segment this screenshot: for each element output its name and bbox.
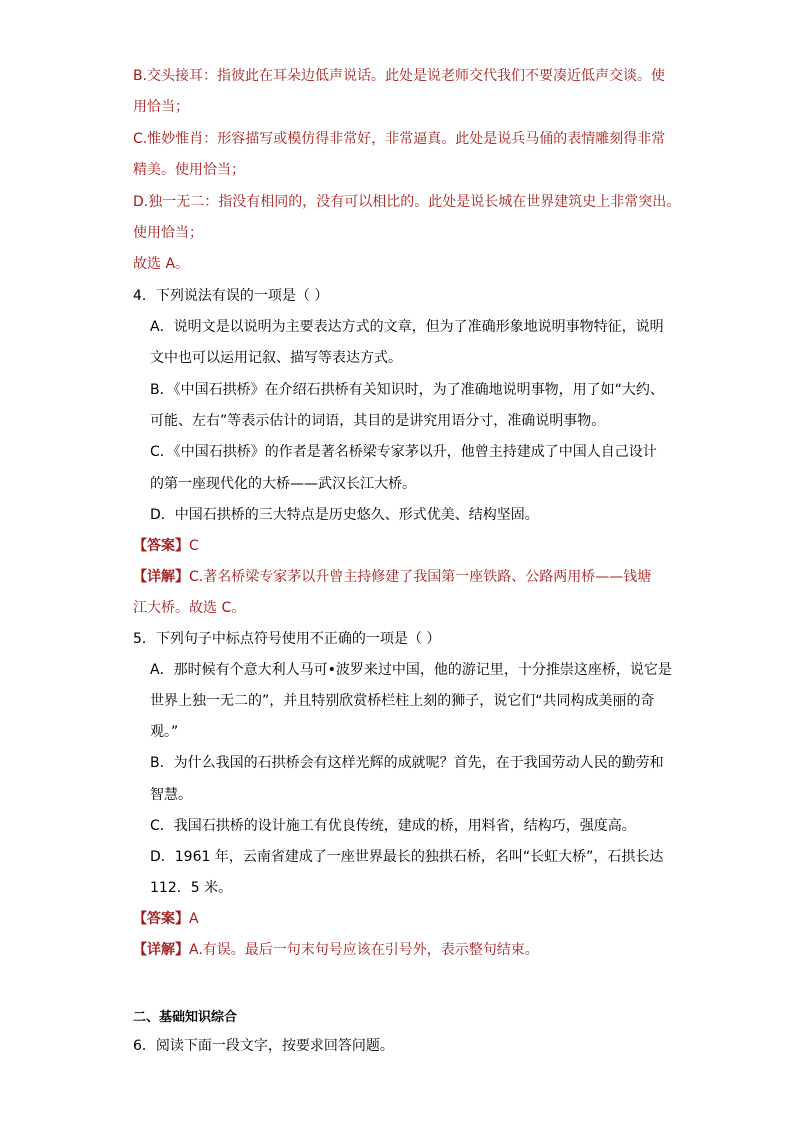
- explanation-line: B.交头接耳：指彼此在耳朵边低声说话。此处是说老师交代我们不要凑近低声交谈。使: [133, 68, 666, 84]
- question-4-option: 的第一座现代化的大桥——武汉长江大桥。: [150, 476, 416, 492]
- question-5-option: 112．5 米。: [150, 880, 233, 896]
- answer-value: C: [189, 538, 199, 554]
- explanation-line: 使用恰当；: [133, 225, 203, 241]
- question-5-option: C．我国石拱桥的设计施工有优良传统，建成的桥，用料省，结构巧，强度高。: [150, 818, 636, 834]
- question-4-detail-line: 江大桥。故选 C。: [133, 600, 246, 616]
- question-5-option: A．那时候有个意大利人马可•波罗来过中国，他的游记里，十分推崇这座桥，说它是: [150, 662, 672, 678]
- answer-tag: 【答案】: [133, 911, 189, 927]
- question-5-option: D．1961 年，云南省建成了一座世界最长的独拱石桥，名叫“长虹大桥”，石拱长达: [150, 849, 664, 865]
- question-5-option: 观。”: [150, 724, 179, 740]
- question-4-option: D．中国石拱桥的三大特点是历史悠久、形式优美、结构坚固。: [150, 507, 539, 523]
- question-4-answer: [133, 536, 199, 556]
- question-4-option: B．《中国石拱桥》在介绍石拱桥有关知识时，为了准确地说明事物，用了如“大约、: [150, 382, 664, 398]
- detail-tag: 【详解】: [133, 942, 189, 958]
- explanation-line: 用恰当；: [133, 99, 189, 115]
- question-4-detail: [133, 567, 651, 587]
- detail-tag: 【详解】: [133, 569, 189, 585]
- section-heading: 二、基础知识综合: [133, 1010, 238, 1025]
- question-5-answer: [133, 909, 199, 929]
- answer-tag: 【答案】: [133, 538, 189, 554]
- answer-value: A: [189, 911, 199, 927]
- question-5-option: 世界上独一无二的”，并且特别欣赏桥栏柱上刻的狮子，说它们“共同构成美丽的奇: [150, 693, 655, 709]
- question-5-option: B．为什么我国的石拱桥会有这样光辉的成就呢？首先，在于我国劳动人民的勤劳和: [150, 755, 664, 771]
- explanation-conclusion: 故选 A。: [133, 256, 190, 272]
- question-4-option: 文中也可以运用记叙、描写等表达方式。: [150, 350, 402, 366]
- detail-text: C.著名桥梁专家茅以升曾主持修建了我国第一座铁路、公路两用桥——钱塘: [189, 569, 652, 585]
- question-5-option: 智慧。: [150, 787, 192, 803]
- question-5-detail: [133, 940, 539, 960]
- question-4-option: C．《中国石拱桥》的作者是著名桥梁专家茅以升，他曾主持建成了中国人自己设计: [150, 444, 657, 460]
- question-6-stem: 6．阅读下面一段文字，按要求回答问题。: [133, 1038, 394, 1054]
- question-4-stem: 4．下列说法有误的一项是（ ）: [133, 288, 329, 304]
- question-4-option: 可能、左右”等表示估计的词语，其目的是讲究用语分寸，准确说明事物。: [150, 413, 606, 429]
- question-4-option: A．说明文是以说明为主要表达方式的文章，但为了准确形象地说明事物特征，说明: [150, 319, 664, 335]
- explanation-line: 精美。使用恰当；: [133, 162, 245, 178]
- explanation-line: D.独一无二：指没有相同的，没有可以相比的。此处是说长城在世界建筑史上非常突出。: [133, 194, 681, 210]
- detail-text: A.有误。最后一句末句号应该在引号外，表示整句结束。: [189, 942, 539, 958]
- question-5-stem: 5．下列句子中标点符号使用不正确的一项是（ ）: [133, 631, 441, 647]
- explanation-line: C.惟妙惟肖：形容描写或模仿得非常好，非常逼真。此处是说兵马俑的表情雕刻得非常: [133, 131, 666, 147]
